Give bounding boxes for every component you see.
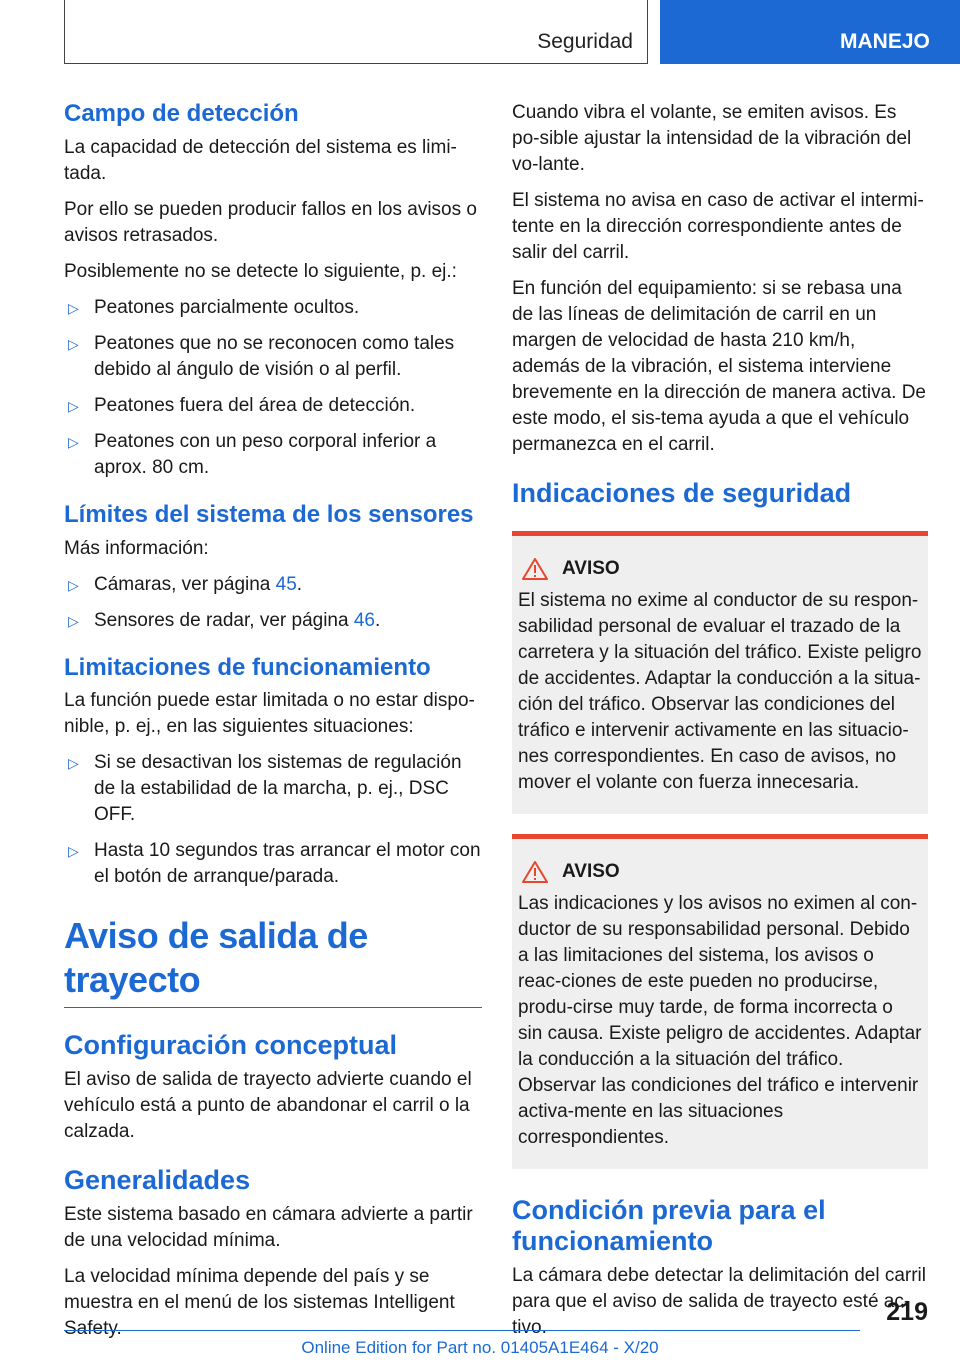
- heading-campo: Campo de detección: [64, 100, 299, 127]
- triangle-bullet-icon: ▷: [68, 299, 79, 316]
- paragraph: Posiblemente no se detecte lo siguiente, p. ej.:: [64, 260, 457, 282]
- triangle-bullet-icon: ▷: [68, 397, 79, 414]
- list-item: ▷ Cámaras, ver página 45.: [64, 572, 482, 598]
- header-section-title: Seguridad: [537, 30, 633, 53]
- bullet-list: [64, 750, 482, 890]
- heading-config: Configuración conceptual: [64, 1029, 398, 1060]
- heading-condicion: Condición previa para el funcionamiento: [512, 1195, 826, 1257]
- page-number: 219: [886, 1298, 928, 1326]
- footer-divider: [64, 1330, 860, 1331]
- warning-title: AVISO: [522, 558, 922, 580]
- paragraph: El sistema no avisa en caso de activar el intermi-tente en la dirección correspondiente antes de salir del carril.: [512, 190, 924, 263]
- warning-box: [512, 531, 928, 814]
- list-item: ▷ Hasta 10 segundos tras arrancar el motor con el botón de arranque/parada.: [68, 840, 481, 888]
- triangle-bullet-icon: ▷: [68, 335, 79, 352]
- chapter-title: Aviso de salida de trayecto: [64, 915, 368, 1000]
- warning-triangle-icon: [522, 861, 548, 883]
- triangle-bullet-icon: ▷: [68, 433, 79, 450]
- page-link[interactable]: 45: [275, 573, 297, 595]
- paragraph: La capacidad de detección del sistema es limi-tada.: [64, 136, 457, 184]
- heading-limitaciones: Limitaciones de funcionamiento: [64, 653, 431, 681]
- paragraph: Por ello se pueden producir fallos en los avisos o avisos retrasados.: [64, 198, 477, 246]
- warning-title: AVISO: [522, 861, 922, 883]
- triangle-bullet-icon: ▷: [68, 755, 79, 772]
- paragraph: Este sistema basado en cámara advierte a partir de una velocidad mínima.: [64, 1203, 473, 1251]
- list-item: ▷ Peatones con un peso corporal inferior a aprox. 80 cm.: [68, 430, 437, 478]
- warning-text: El sistema no exime al conductor de su respon-sabilidad personal de evaluar el trazado de la carretera y la situación del tráfico. Existe peligro de accidentes. Adaptar la conducción a la situa-ción del tráfico. Observar las condiciones del tráfico e intervenir activamente en las situacio-nes correspondientes. En caso de avisos, no mover el volante con fuerza innecesaria.: [518, 590, 922, 794]
- warning-triangle-icon: [522, 558, 548, 580]
- heading-limites: Límites del sistema de los sensores: [64, 500, 474, 528]
- list-item: ▷ Peatones que no se reconocen como tales debido al ángulo de visión o al perfil.: [68, 332, 455, 380]
- heading-generalidades: Generalidades: [64, 1164, 251, 1195]
- paragraph: El aviso de salida de trayecto advierte cuando el vehículo está a punto de abandonar el carril o la calzada.: [64, 1068, 472, 1142]
- footer-edition: Online Edition for Part no. 01405A1E464 - X/20: [301, 1338, 659, 1357]
- left-column: [64, 100, 482, 1352]
- header-box: [64, 0, 648, 64]
- header-chapter-tab: MANEJO: [660, 0, 960, 64]
- triangle-bullet-icon: ▷: [68, 843, 79, 860]
- paragraph: En función del equipamiento: si se rebasa una de las líneas de delimitación de carril en un margen de velocidad de hasta 210 km/h, además de la vibración, el sistema interviene brevemente en la dirección de manera activa. De este modo, el sis-tema ayuda a que el vehículo permanezca en el carril.: [512, 278, 927, 455]
- heading-safety: Indicaciones de seguridad: [512, 478, 852, 508]
- paragraph: Más información:: [64, 537, 209, 559]
- bullet-list: [64, 572, 482, 634]
- page-link[interactable]: 46: [353, 609, 375, 631]
- warning-text: Las indicaciones y los avisos no eximen al con-ductor de su responsabilidad personal. Debido a las limitaciones del sistema, los avisos o reac-ciones de este pueden no producirse, produ-cirse muy tarde, de forma incorrecta o sin causa. Existe peligro de accidentes. Adaptar la conducción a la situación del tráfico. Observar las condiciones del tráfico e intervenir activa-mente en las situaciones correspondientes.: [518, 893, 922, 1149]
- paragraph: Cuando vibra el volante, se emiten avisos. Es po-sible ajustar la intensidad de la vibración del vo-lante.: [512, 102, 912, 175]
- right-column: [512, 100, 928, 1351]
- list-item: ▷ Peatones fuera del área de detección.: [64, 393, 482, 419]
- list-item: ▷ Sensores de radar, ver página 46.: [64, 608, 482, 634]
- triangle-bullet-icon: ▷: [68, 576, 79, 593]
- chapter-title-wrap: [64, 914, 482, 1007]
- warning-box: [512, 834, 928, 1169]
- bullet-list: [64, 295, 482, 481]
- paragraph: La función puede estar limitada o no estar dispo-nible, p. ej., en las siguientes situaciones:: [64, 690, 475, 738]
- triangle-bullet-icon: ▷: [68, 612, 79, 629]
- paragraph: La cámara debe detectar la delimitación del carril para que el aviso de salida de trayecto esté ac-tivo.: [512, 1265, 926, 1339]
- list-item: ▷ Peatones parcialmente ocultos.: [64, 295, 482, 321]
- paragraph: La velocidad mínima depende del país y se muestra en el menú de los sistemas Intelligent Safety.: [64, 1265, 455, 1339]
- list-item: ▷ Si se desactivan los sistemas de regulación de la estabilidad de la marcha, p. ej., DSC OFF.: [68, 752, 462, 826]
